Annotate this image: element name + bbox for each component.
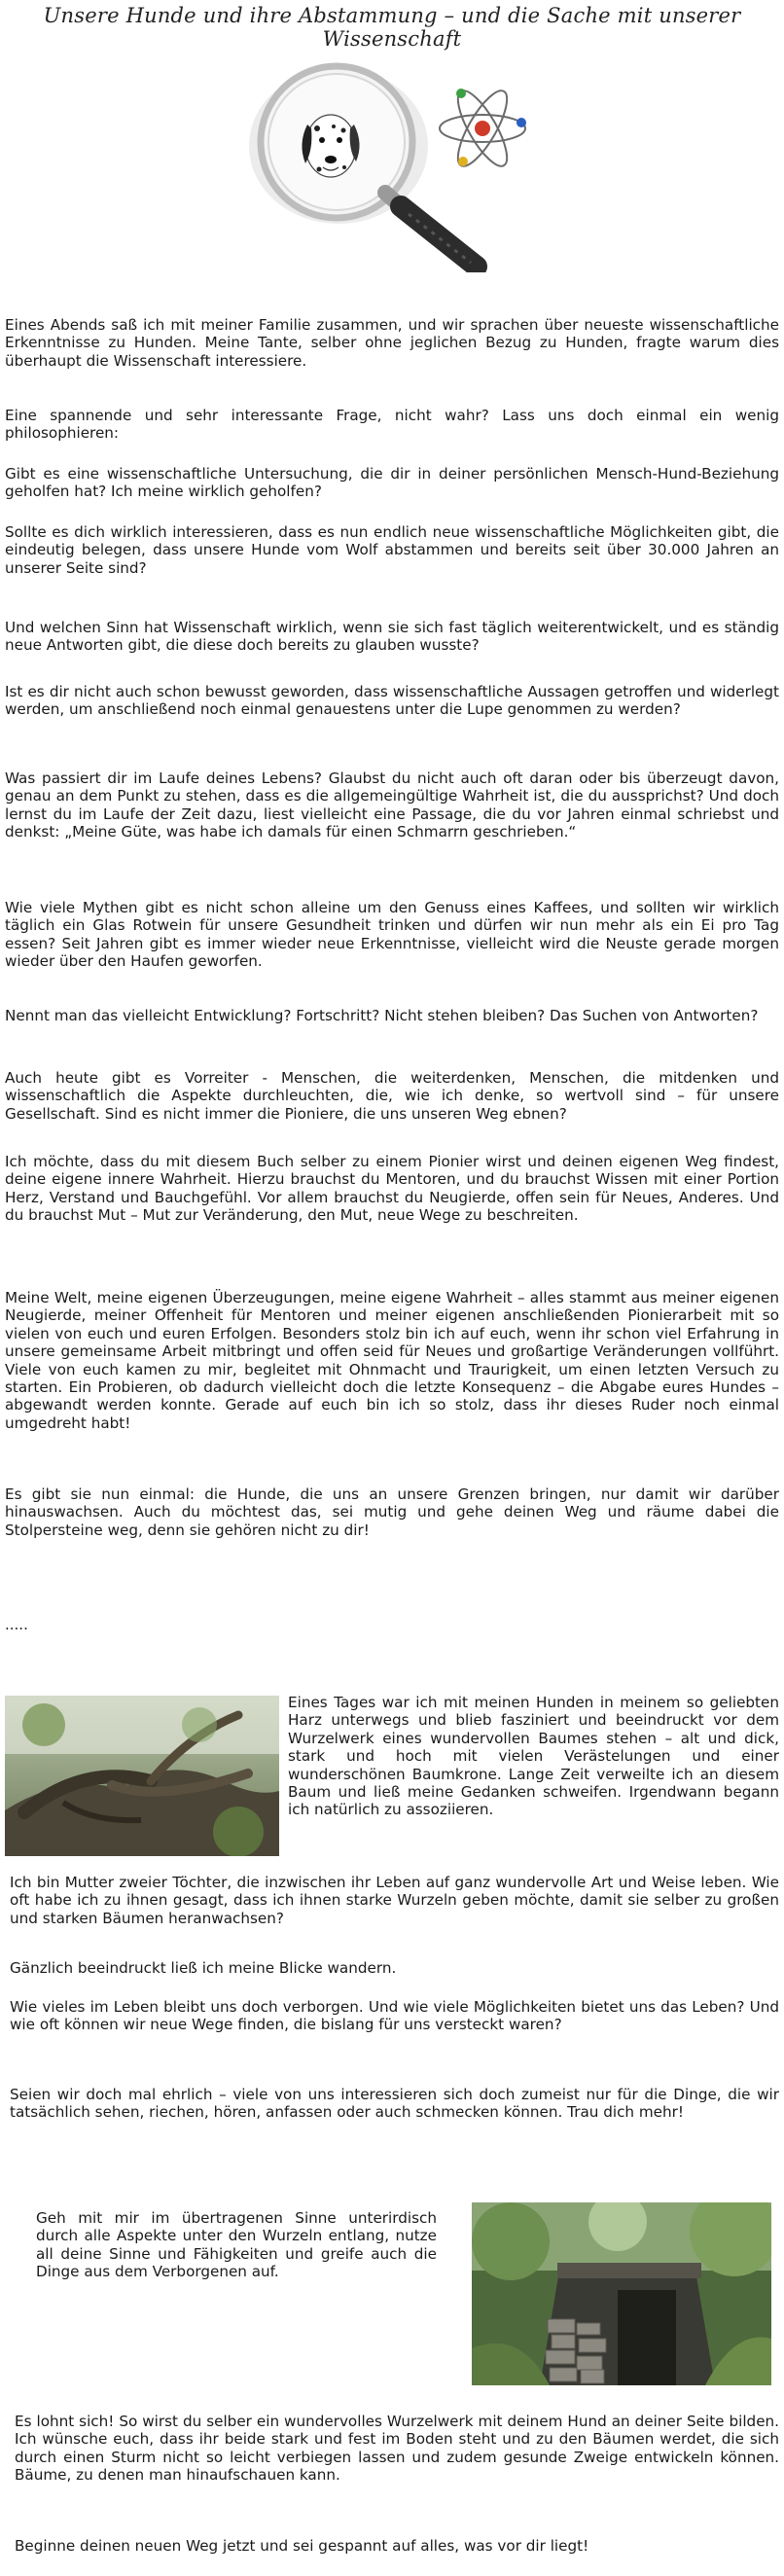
tree-section bbox=[10, 1874, 779, 2122]
section-separator: ..... bbox=[5, 1616, 28, 1633]
paragraph: Was passiert dir im Laufe deines Lebens? Glaubst du nicht auch oft daran oder bis überzeugt davon, genau an dem Punkt zu stehen, dass es die allgemeingültige Wahrheit ist, die du aussprichst? Und doch lernst du im Laufe der Zeit dazu, liest vielleicht eine Passage, die du vor Jahren einmal schriebst und denkst: „Meine Güte, was habe ich damals für einen Schmarrn geschrieben.“ bbox=[5, 769, 779, 841]
paragraph: Sollte es dich wirklich interessieren, dass es nun endlich neue wissenschaftliche Möglichkeiten gibt, die eindeutig belegen, dass unsere Hunde vom Wolf abstammen und bereits seit über 30.000 Jahren an unserer Seite sind? bbox=[5, 523, 779, 577]
closing-section bbox=[15, 2413, 779, 2555]
paragraph: Wie vieles im Leben bleibt uns doch verborgen. Und wie viele Möglichkeiten bietet uns das Leben? Und wie oft können wir neue Wege finden, die bislang für uns versteckt waren? bbox=[10, 1998, 779, 2034]
paragraph: Auch heute gibt es Vorreiter - Menschen, die weiterdenken, Menschen, die mitdenken und wissenschaftlich die Aspekte durchleuchten, die, wie ich denke, so wertvoll sind – für unsere Gesellschaft. Sind es nicht immer die Pioniere, die uns unseren Weg ebnen? bbox=[5, 1069, 779, 1123]
paragraph: Ist es dir nicht auch schon bewusst geworden, dass wissenschaftliche Aussagen getroffen und widerlegt werden, um anschließend noch einmal genauestens unter die Lupe genommen zu werden? bbox=[5, 683, 779, 719]
paragraph: Es lohnt sich! So wirst du selber ein wundervolles Wurzelwerk mit deinem Hund an deiner Seite bilden. Ich wünsche euch, dass ihr beide stark und fest im Boden steht und zu den Bäumen werdet, die sich durch einen Sturm nicht so leicht verbiegen lassen und zudem gesunde Zweige entwickeln können. Bäume, zu denen man hinaufschauen kann. bbox=[15, 2413, 779, 2485]
paragraph: Und welchen Sinn hat Wissenschaft wirklich, wenn sie sich fast täglich weiterentwickelt, und es ständig neue Antworten gibt, die diese doch bereits zu glauben wusste? bbox=[5, 619, 779, 655]
paragraph: Seien wir doch mal ehrlich – viele von uns interessieren sich doch zumeist nur für die Dinge, die wir tatsächlich sehen, riechen, hören, anfassen oder auch schmecken können. Trau dich mehr! bbox=[10, 2086, 779, 2122]
paragraph: Eines Abends saß ich mit meiner Familie zusammen, und wir sprachen über neueste wissenschaftliche Erkenntnisse zu Hunden. Meine Tante, selber ohne jeglichen Bezug zu Hunden, fragte warum dies überhaupt die Wissenschaft interessiere. bbox=[5, 316, 779, 370]
paragraph: Ich möchte, dass du mit diesem Buch selber zu einem Pionier wirst und deinen eigenen Weg findest, deine eigene innere Wahrheit. Hierzu brauchst du Mentoren, und du brauchst Wissen mit einer Portion Herz, Verstand und Bauchgefühl. Vor allem brauchst du Neugierde, offen sein für Neues, Anderes. Und du brauchst Mut – Mut zur Veränderung, den Mut, neue Wege zu beschreiten. bbox=[5, 1153, 779, 1225]
magnifier-handle bbox=[385, 193, 477, 267]
paragraph: Wie viele Mythen gibt es nicht schon alleine um den Genuss eines Kaffees, und sollten wir wirklich täglich ein Glas Rotwein für unsere Gesundheit trinken und dürfen wir nun mehr als ein Ei pro Tag essen? Seit Jahren gibt es immer wieder neue Erkenntnisse, vielleicht wird die Neuste gerade morgen wieder über den Haufen geworfen. bbox=[5, 899, 779, 971]
cave-section-side-text: Geh mit mir im übertragenen Sinne unterirdisch durch alle Aspekte unter den Wurzeln entlang, nutze all deine Sinne und Fähigkeiten und greife auch die Dinge aus dem Verborgenen auf. bbox=[36, 2209, 437, 2281]
tree-roots-photo bbox=[5, 1696, 279, 1856]
tree-section-side-text: Eines Tages war ich mit meinen Hunden in meinem so geliebten Harz unterwegs und blieb fasziniert und beeindruckt vor dem Wurzelwerk eines wundervollen Baumes stehen – alt und dick, stark und hoch mit vielen Verästelungen und einer wunderschönen Baumkrone. Lange Zeit verweilte ich an diesem Baum und ließ meine Gedanken schweifen. Irgendwann begann ich natürlich zu assoziieren. bbox=[288, 1694, 779, 1819]
stone-shelter-photo bbox=[472, 2202, 771, 2385]
paragraph: Gänzlich beeindruckt ließ ich meine Blicke wandern. bbox=[10, 1959, 397, 1977]
paragraph: Eine spannende und sehr interessante Frage, nicht wahr? Lass uns doch einmal ein wenig philosophieren: bbox=[5, 407, 779, 443]
paragraph: Es gibt sie nun einmal: die Hunde, die uns an unsere Grenzen bringen, nur damit wir darüber hinauswachsen. Auch du möchtest das, sei mutig und gehe deinen Weg und räume dabei die Stolpersteine weg, denn sie gehören nicht zu dir! bbox=[5, 1485, 779, 1539]
paragraph: Ich bin Mutter zweier Töchter, die inzwischen ihr Leben auf ganz wundervolle Art und Weise leben. Wie oft habe ich zu ihnen gesagt, dass ich ihnen starke Wurzeln geben möchte, damit sie selber zu großen und starken Bäumen heranwachsen? bbox=[10, 1874, 779, 1927]
paragraph: Beginne deinen neuen Weg jetzt und sei gespannt auf alles, was vor dir liegt! bbox=[15, 2537, 589, 2555]
magnifier-dog-atom-illustration bbox=[222, 60, 552, 272]
intro-section bbox=[5, 316, 779, 1539]
page-title: Unsere Hunde und ihre Abstammung – und die Sache mit unserer Wissenschaft bbox=[43, 4, 741, 51]
paragraph: Nennt man das vielleicht Entwicklung? Fortschritt? Nicht stehen bleiben? Das Suchen von Antworten? bbox=[5, 1007, 759, 1024]
paragraph: Gibt es eine wissenschaftliche Untersuchung, die dir in deiner persönlichen Mensch-Hund-Beziehung geholfen hat? Ich meine wirklich geholfen? bbox=[5, 465, 779, 501]
paragraph: Meine Welt, meine eigenen Überzeugungen, meine eigene Wahrheit – alles stammt aus meiner eigenen Neugierde, meiner Offenheit für Mentoren und meiner eigenen anschließenden Pionierarbeit mit so vielen von euch und euren Erfolgen. Besonders stolz bin ich auf euch, wenn ihr schon viel Erfahrung in unsere gemeinsame Arbeit mitbringt und offen seid für Neues und großartige Veränderungen vollführt. Viele von euch kamen zu mir, begleitet mit Ohnmacht und Traurigkeit, um einen letzten Versuch zu starten. Ein Probieren, ob dadurch vielleicht doch die letzte Konsequenz – die Abgabe eures Hundes – abgewandt werden konnte. Gerade auf euch bin ich so stolz, dass ihr dieses Ruder noch einmal umgedreht habt! bbox=[5, 1289, 779, 1432]
atom-icon bbox=[440, 85, 526, 172]
